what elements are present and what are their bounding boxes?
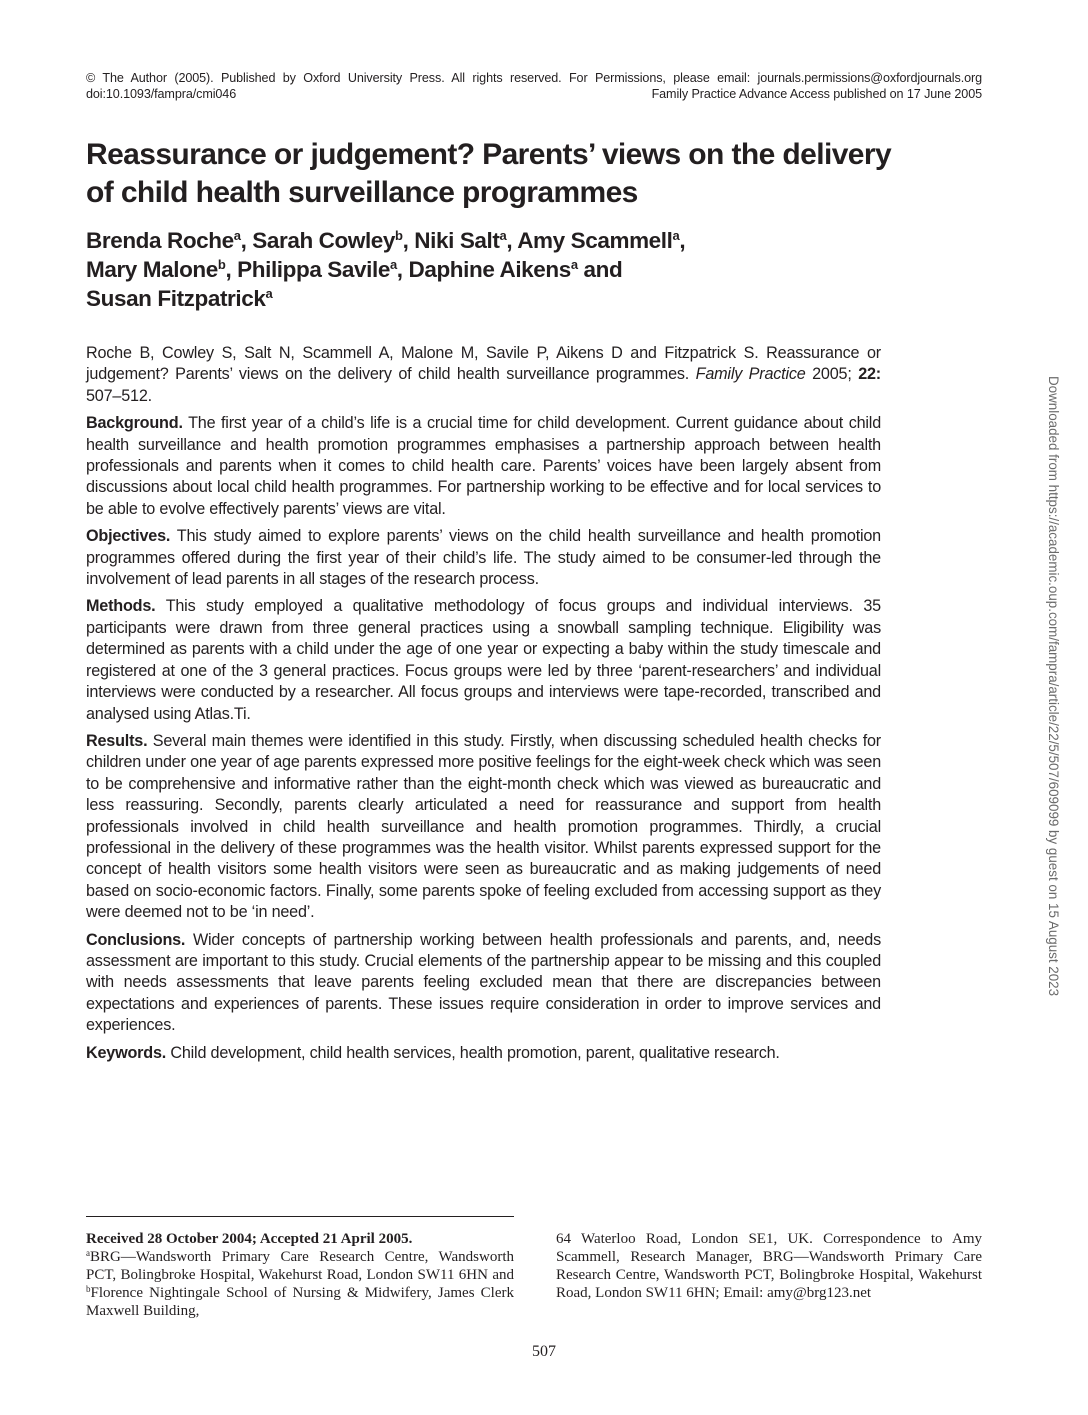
author: Susan Fitzpatrick$^a$: [86, 286, 273, 311]
author: Sarah Cowley$^b$,: [252, 228, 415, 253]
section-label: Methods.: [86, 597, 156, 616]
affiliation-b: Florence Nightingale School of Nursing & Midwifery, James Clerk Maxwell Building,: [86, 1285, 514, 1319]
section-label: Conclusions.: [86, 930, 186, 949]
author-list: [86, 226, 866, 313]
author: Brenda Roche$^a$,: [86, 228, 253, 253]
abstract: [86, 343, 881, 1070]
author: Daphine Aikens$^a$ and: [408, 257, 623, 282]
author: Philippa Savile$^a$,: [237, 257, 409, 282]
author: Niki Salt$^a$,: [414, 228, 518, 253]
citation: Roche B, Cowley S, Salt N, Scammell A, Malone M, Savile P, Aikens D and Fitzpatrick S. Reassurance or judgement? Parents’ views on the delivery of child health surveillance programmes. Family Practice 2005; 22: 507–512.: [86, 344, 881, 405]
section-label: Objectives.: [86, 527, 171, 546]
advance-access-note: Family Practice Advance Access published on 17 June 2005: [651, 87, 982, 101]
abstract-methods: Methods. This study employed a qualitative methodology of focus groups and individual interviews. 35 participants were drawn from three general practices using a snowball sampling technique. Eligibility was determined as parents with a child under the age of one year or expecting a baby within the study timescale and registered at one of the 3 general practices. Focus groups were led by three ‘parent-researchers’ and individual interviews were conducted by a researcher. All focus groups and interviews were tape-recorded, transcribed and analysed using Atlas.Ti.: [86, 597, 881, 723]
received-dates: Received 28 October 2004; Accepted 21 April 2005.: [86, 1231, 413, 1247]
abstract-results: Results. Several main themes were identified in this study. Firstly, when discussing scheduled health checks for children under one year of age parents expressed more positive feelings for the eight-week check which was seen to be comprehensive and informative rather than the eight-month check which was viewed as bureaucratic and less reassuring. Secondly, parents clearly articulated a need for reassurance and support from health professionals involved in child health surveillance and health promotion programmes. Thirdly, a crucial professional in the delivery of these programmes was the health visitor. Whilst parents expressed support for the concept of health visitors some health visitors were seen as bureaucratic and as making judgements of need based on socio-economic factors. Finally, some parents spoke of feeling excluded from accessing support as they were deemed not to be ‘in need’.: [86, 731, 881, 922]
download-note[interactable]: Downloaded from https://academic.oup.com/fampra/article/22/5/507/609099 by guest on 15 August 2023: [1046, 376, 1061, 997]
header-doi-row: [86, 86, 982, 103]
correspondence: 64 Waterloo Road, London SE1, UK. Correspondence to Amy Scammell, Research Manager, BRG—Wandsworth Primary Care Research Centre, Wandsworth PCT, Bolingbroke Hospital, Wakehurst Road, London SW11 6HN; Email: amy@brg123.net: [556, 1231, 982, 1301]
affiliation-a: BRG—Wandsworth Primary Care Research Centre, Wandsworth PCT, Bolingbroke Hospital, Wakehurst Road, London SW11 6HN and: [86, 1249, 514, 1283]
footnote-left-column: Received 28 October 2004; Accepted 21 April 2005. $^a$BRG—Wandsworth Primary Care Research Centre, Wandsworth PCT, Bolingbroke Hospital, Wakehurst Road, London SW11 6HN and $^b$Florence Nightingale School of Nursing & Midwifery, James Clerk Maxwell Building,: [86, 1231, 514, 1319]
author: Mary Malone$^b$,: [86, 257, 238, 282]
download-watermark: [1044, 376, 1064, 1038]
author: Amy Scammell$^a$,: [517, 228, 686, 253]
page-number: 507: [532, 1343, 556, 1360]
section-label: Keywords.: [86, 1043, 167, 1062]
article-title: Reassurance or judgement? Parents’ views on the delivery of child health surveillance programmes: [86, 138, 892, 209]
copyright-notice: © The Author (2005). Published by Oxford University Press. All rights reserved. For Permissions, please email: journals.permissions@oxfordjournals.org: [86, 71, 982, 85]
footnote-right-column: [556, 1230, 982, 1302]
abstract-keywords: Keywords. Child development, child health services, health promotion, parent, qualitative research.: [86, 1043, 780, 1062]
abstract-objectives: Objectives. This study aimed to explore parents’ views on the child health surveillance and health promotion programmes offered during the first year of their child’s life. The study aimed to be consumer-led through the involvement of lead parents in all stages of the research process.: [86, 527, 881, 589]
journal-name: Family Practice: [695, 365, 806, 384]
section-label: Results.: [86, 731, 148, 750]
footnote-divider: [86, 1216, 514, 1217]
abstract-background: Background. The first year of a child’s life is a crucial time for child development. Current guidance about child health surveillance and health promotion programmes emphasises a partnership approach between health professionals and parents when it comes to child health care. Parents’ voices have been largely absent from discussions about local child health programmes. For partnership working to be effective and for local services to be able to evolve effectively parents’ views are vital.: [86, 414, 881, 518]
section-label: Background.: [86, 414, 183, 433]
volume: 22:: [858, 365, 881, 384]
doi-link[interactable]: doi:10.1093/fampra/cmi046: [86, 87, 237, 101]
abstract-conclusions: Conclusions. Wider concepts of partnership working between health professionals and parents, and, needs assessment are important to this study. Crucial elements of the partnership appear to be missing and this coupled with needs assessments that leave parents feeling excluded mean that there are discrepancies between expectations and experiences of parents. These issues require consideration in order to improve services and experiences.: [86, 930, 881, 1035]
